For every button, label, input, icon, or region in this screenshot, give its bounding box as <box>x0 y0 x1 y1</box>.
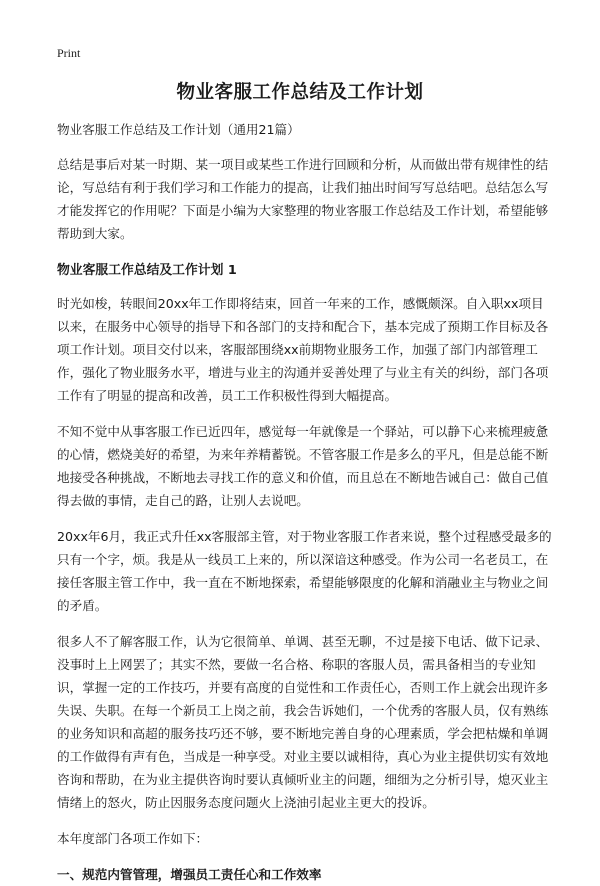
article-body <box>57 118 556 886</box>
departments-intro: 本年度部门各项工作如下： <box>57 831 209 846</box>
article-subtitle: 物业客服工作总结及工作计划（通用21篇） <box>57 122 300 137</box>
page-title: 物业客服工作总结及工作计划 <box>176 82 424 103</box>
sub-heading-1: 一、规范内管管理，增强员工责任心和工作效率 <box>57 867 322 882</box>
body-paragraph-3: 20xx年6月，我正式升任xx客服部主管，对于物业客服工作者来说，整个过程感受最多的只有一个字，烦。我是从一线员工上来的，所以深谙这种感受。作为公司一名老员工，在接任客服主管工作中，我一直在不断地探索，希望能够限度的化解和消融业主与物业之间的矛盾。 <box>57 529 552 613</box>
section-heading: 物业客服工作总结及工作计划 1 <box>57 263 237 278</box>
print-link[interactable]: Print <box>57 46 81 60</box>
body-paragraph-2: 不知不觉中从事客服工作已近四年，感觉每一年就像是一个驿站，可以静下心来梳理疲惫的心情，燃烧美好的希望，为来年养精蓄锐。不管客服工作是多么的平凡，但是总能不断地接受各种挑战，不断地去寻找工作的意义和价值，而且总在不断地告诫自己：做自己值得去做的事情，走自己的路，让别人去说吧。 <box>57 424 549 508</box>
body-paragraph-1: 时光如梭，转眼间20xx年工作即将结束，回首一年来的工作，感慨颇深。自入职xx项目以来，在服务中心领导的指导下和各部门的支持和配合下，基本完成了预期工作目标及各项工作计划。项目交付以来，客服部围绕xx前期物业服务工作，加强了部门内部管理工作，强化了物业服务水平，增进与业主的沟通并妥善处理了与业主有关的纠纷，部门各项工作有了明显的提高和改善，员工工作积极性得到大幅提高。 <box>57 296 549 403</box>
body-paragraph-4: 很多人不了解客服工作，认为它很简单、单调、甚至无聊，不过是接下电话、做下记录、没事时上上网罢了；其实不然，要做一名合格、称职的客服人员，需具备相当的专业知识，掌握一定的工作技巧，并要有高度的自觉性和工作责任心，否则工作上就会出现许多失误、失职。在每一个新员工上岗之前，我会告诉她们，一个优秀的客服人员，仅有熟练的业务知识和高超的服务技巧还不够，要不断地完善自身的心理素质，学会把枯燥和单调的工作做得有声有色，当成是一种享受。对业主要以诚相待，真心为业主提供切实有效地咨询和帮助，在为业主提供咨询时要认真倾听业主的问题，细细为之分析引导，熄灭业主情绪上的怒火，防止因服务态度问题火上浇油引起业主更大的投诉。 <box>57 634 549 810</box>
intro-paragraph: 总结是事后对某一时期、某一项目或某些工作进行回顾和分析，从而做出带有规律性的结论，写总结有利于我们学习和工作能力的提高，让我们抽出时间写写总结吧。总结怎么写才能发挥它的作用呢？下面是小编为大家整理的物业客服工作总结及工作计划，希望能够帮助到大家。 <box>57 157 549 241</box>
